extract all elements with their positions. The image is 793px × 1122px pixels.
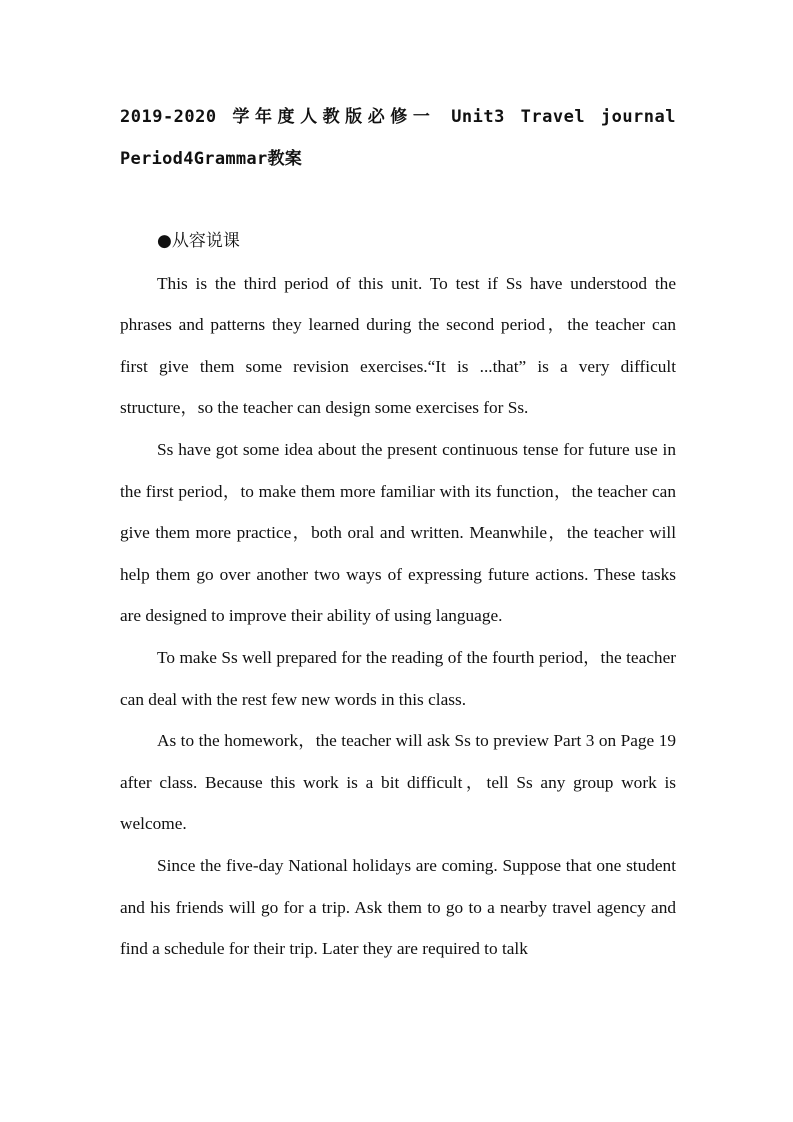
section-heading: ●从容说课 (157, 231, 240, 251)
paragraph-4: As to the homework，the teacher will ask Ss to preview Part 3 on Page 19 after class. Because this work is a bit difficult，tell Ss any group work is welcome. (120, 731, 676, 834)
document-title-line-1: 2019-2020 学年度人教版必修一 Unit3 Travel journal (120, 107, 676, 127)
paragraph-3: To make Ss well prepared for the reading of the fourth period，the teacher can deal with the rest few new words in this class. (120, 647, 676, 709)
paragraph-2: Ss have got some idea about the present continuous tense for future use in the first period，to make them more familiar with its function，the teacher can give them more practice，both oral and written. Meanwhile，the teacher will help them go over another two ways of expressing future actions. These tasks are designed to improve their ability of using language. (120, 439, 676, 626)
paragraph-5: Since the five-day National holidays are coming. Suppose that one student and his friends will go for a trip. Ask them to go to a nearby travel agency and find a schedule for their trip. Later they are required to talk (120, 855, 676, 959)
document-body (120, 96, 676, 970)
paragraph-1: This is the third period of this unit. To test if Ss have understood the phrases and patterns they learned during the second period，the teacher can first give them some revision exercises.“It is ...that” is a very difficult structure，so the teacher can design some exercises for Ss. (120, 273, 676, 418)
document-title-line-2: Period4Grammar教案 (120, 149, 303, 169)
